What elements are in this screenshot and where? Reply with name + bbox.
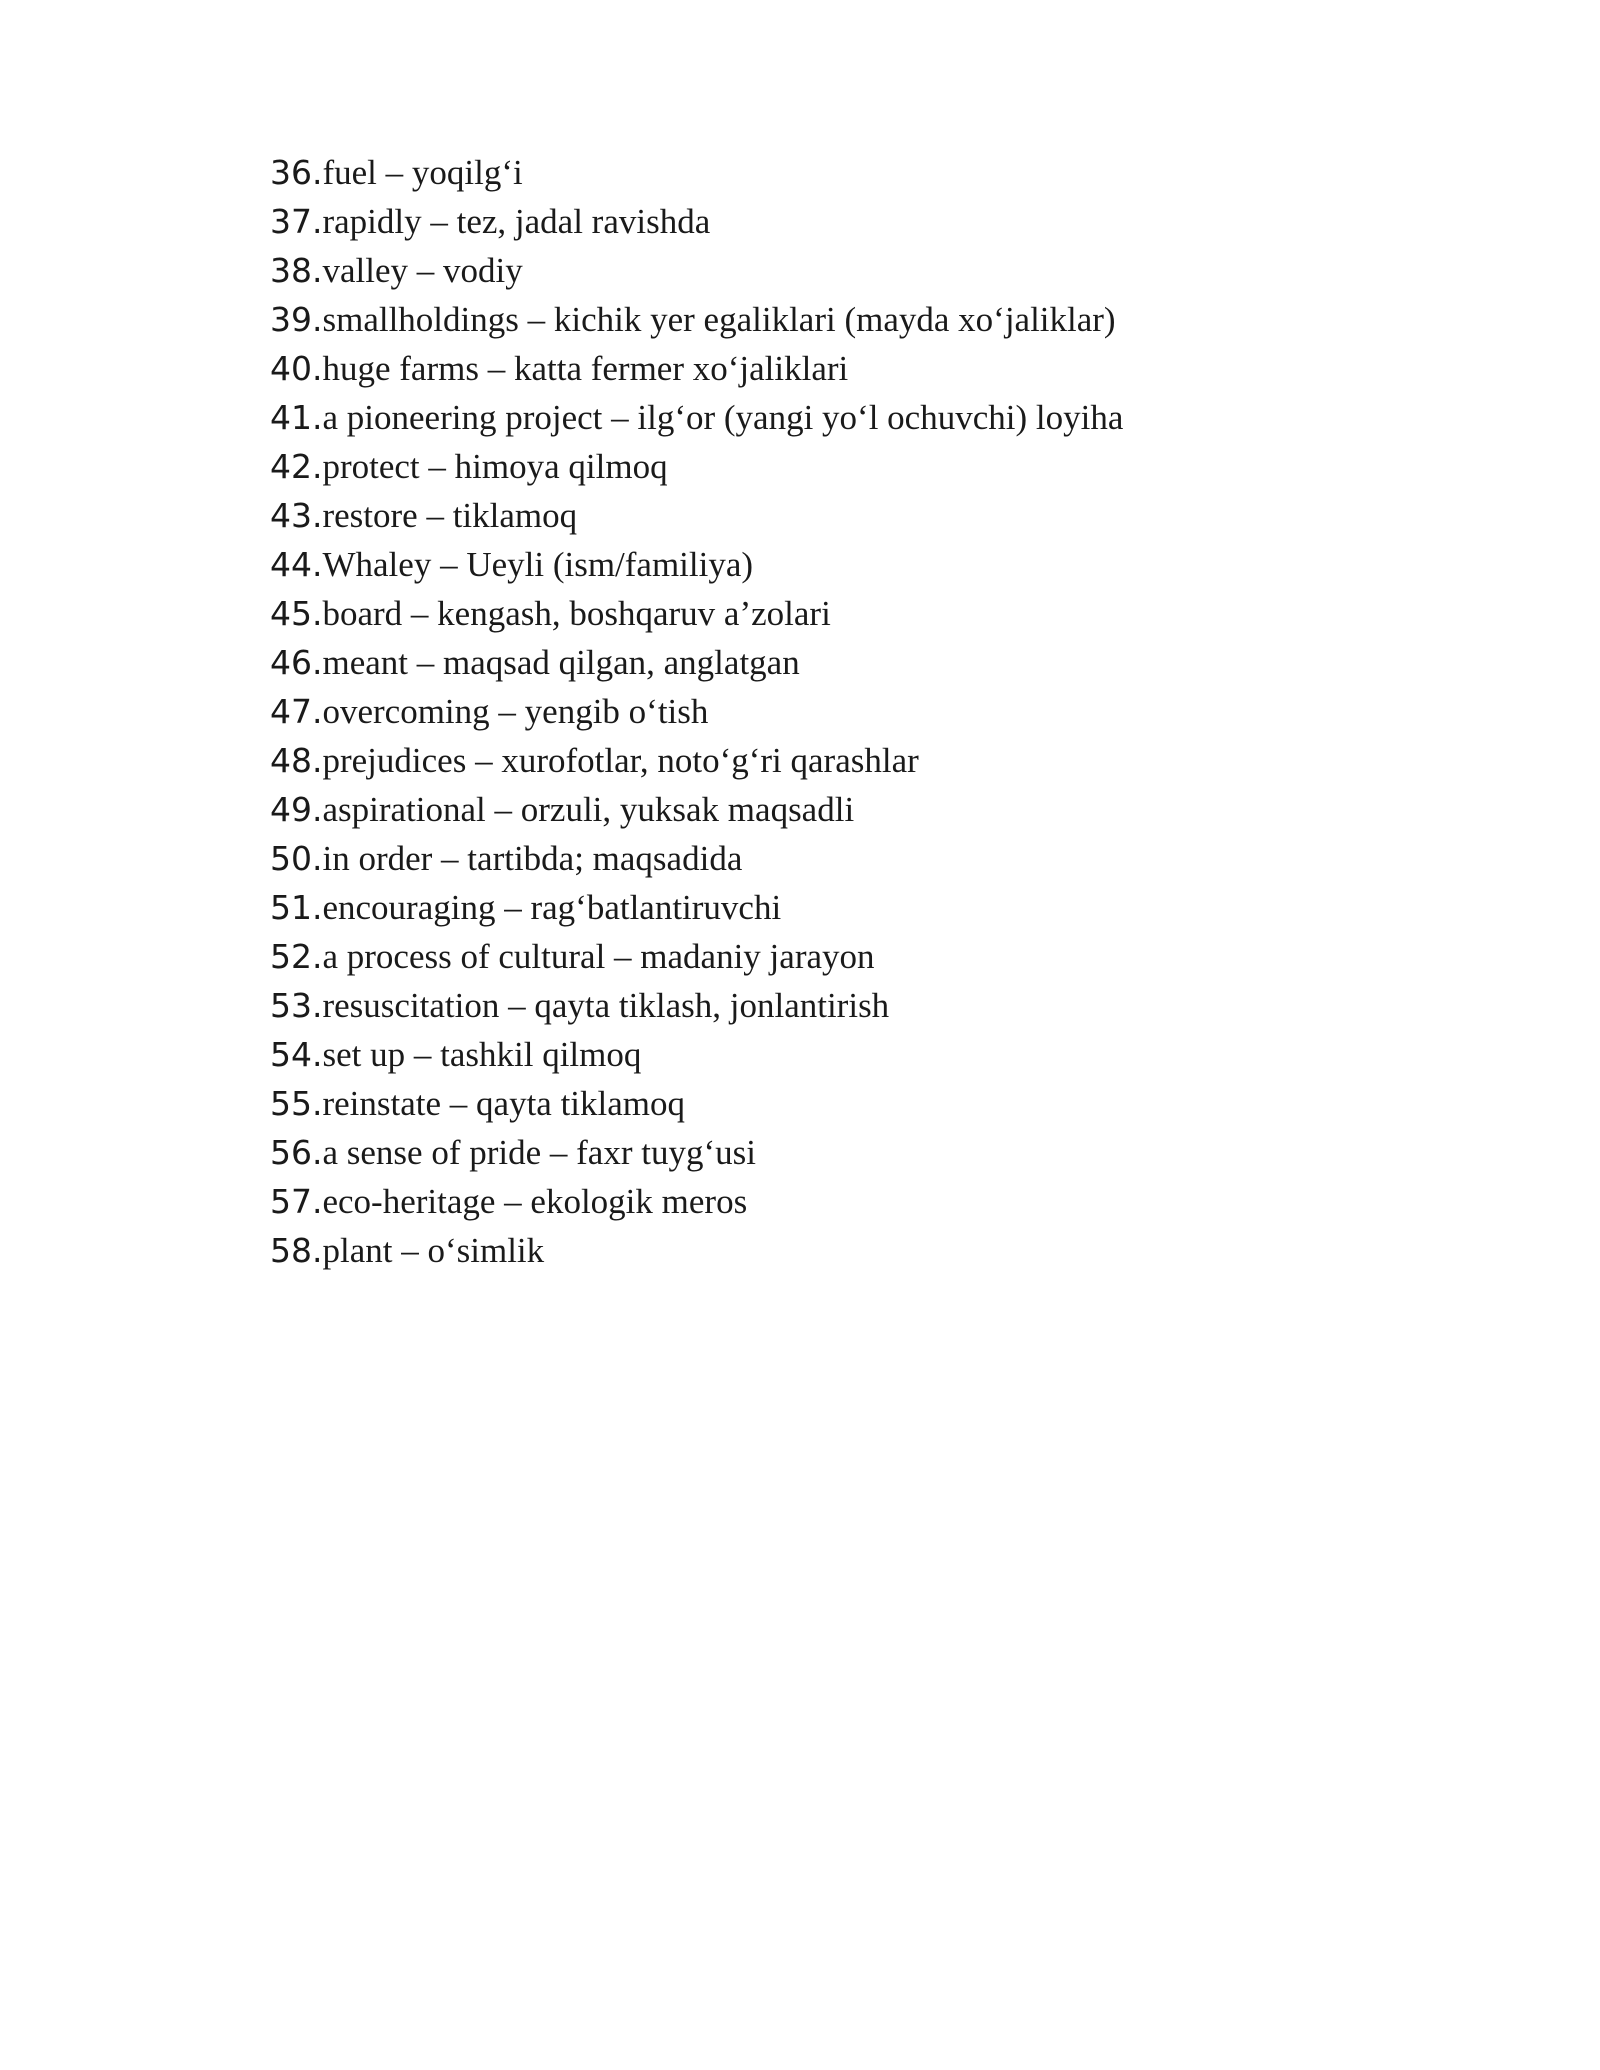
list-item [270, 1128, 1123, 1177]
list-item [270, 883, 1123, 932]
item-number: 53. [270, 986, 323, 1025]
item-number: 49. [270, 790, 323, 829]
vocabulary-list [270, 148, 1123, 1275]
list-item [270, 834, 1123, 883]
list-item [270, 393, 1123, 442]
item-text: prejudices – xurofotlar, noto‘g‘ri qarashlar [322, 741, 919, 780]
item-text: overcoming – yengib o‘tish [322, 692, 709, 731]
item-number: 37. [270, 202, 323, 241]
item-text: in order – tartibda; maqsadida [322, 839, 743, 878]
item-number: 42. [270, 447, 323, 486]
list-item [270, 442, 1123, 491]
item-number: 44. [270, 545, 323, 584]
item-number: 46. [270, 643, 323, 682]
list-item [270, 1030, 1123, 1079]
list-item [270, 687, 1123, 736]
item-text: meant – maqsad qilgan, anglatgan [322, 643, 800, 682]
item-number: 41. [270, 398, 323, 437]
list-item [270, 148, 1123, 197]
item-text: aspirational – orzuli, yuksak maqsadli [322, 790, 855, 829]
item-text: a pioneering project – ilg‘or (yangi yo‘l ochuvchi) loyiha [322, 398, 1124, 437]
list-item [270, 246, 1123, 295]
item-text: restore – tiklamoq [322, 496, 578, 535]
list-item [270, 736, 1123, 785]
item-text: a sense of pride – faxr tuyg‘usi [322, 1133, 756, 1172]
item-text: eco-heritage – ekologik meros [322, 1182, 748, 1221]
item-number: 54. [270, 1035, 323, 1074]
list-item [270, 491, 1123, 540]
list-item [270, 981, 1123, 1030]
item-number: 43. [270, 496, 323, 535]
item-text: encouraging – rag‘batlantiruvchi [322, 888, 782, 927]
item-number: 45. [270, 594, 323, 633]
item-number: 40. [270, 349, 323, 388]
list-item [270, 344, 1123, 393]
list-item [270, 1079, 1123, 1128]
item-number: 39. [270, 300, 323, 339]
item-number: 51. [270, 888, 323, 927]
item-text: smallholdings – kichik yer egaliklari (mayda xo‘jaliklar) [322, 300, 1116, 339]
item-text: board – kengash, boshqaruv a’zolari [322, 594, 831, 633]
list-item [270, 932, 1123, 981]
item-text: rapidly – tez, jadal ravishda [322, 202, 711, 241]
item-number: 55. [270, 1084, 323, 1123]
item-text: fuel – yoqilg‘i [322, 153, 523, 192]
item-number: 47. [270, 692, 323, 731]
item-text: set up – tashkil qilmoq [322, 1035, 642, 1074]
item-text: a process of cultural – madaniy jarayon [322, 937, 875, 976]
list-item [270, 197, 1123, 246]
item-number: 57. [270, 1182, 323, 1221]
item-number: 58. [270, 1231, 323, 1270]
list-item [270, 589, 1123, 638]
list-item [270, 638, 1123, 687]
list-item [270, 785, 1123, 834]
item-text: huge farms – katta fermer xo‘jaliklari [322, 349, 849, 388]
list-item [270, 1226, 1123, 1275]
item-number: 56. [270, 1133, 323, 1172]
item-text: resuscitation – qayta tiklash, jonlantirish [322, 986, 890, 1025]
item-number: 38. [270, 251, 323, 290]
item-number: 36. [270, 153, 323, 192]
item-text: protect – himoya qilmoq [322, 447, 668, 486]
item-text: reinstate – qayta tiklamoq [322, 1084, 686, 1123]
list-item [270, 540, 1123, 589]
item-number: 48. [270, 741, 323, 780]
list-item [270, 295, 1123, 344]
item-number: 52. [270, 937, 323, 976]
item-text: valley – vodiy [322, 251, 523, 290]
item-text: plant – o‘simlik [322, 1231, 545, 1270]
item-text: Whaley – Ueyli (ism/familiya) [322, 545, 754, 584]
item-number: 50. [270, 839, 323, 878]
list-item [270, 1177, 1123, 1226]
